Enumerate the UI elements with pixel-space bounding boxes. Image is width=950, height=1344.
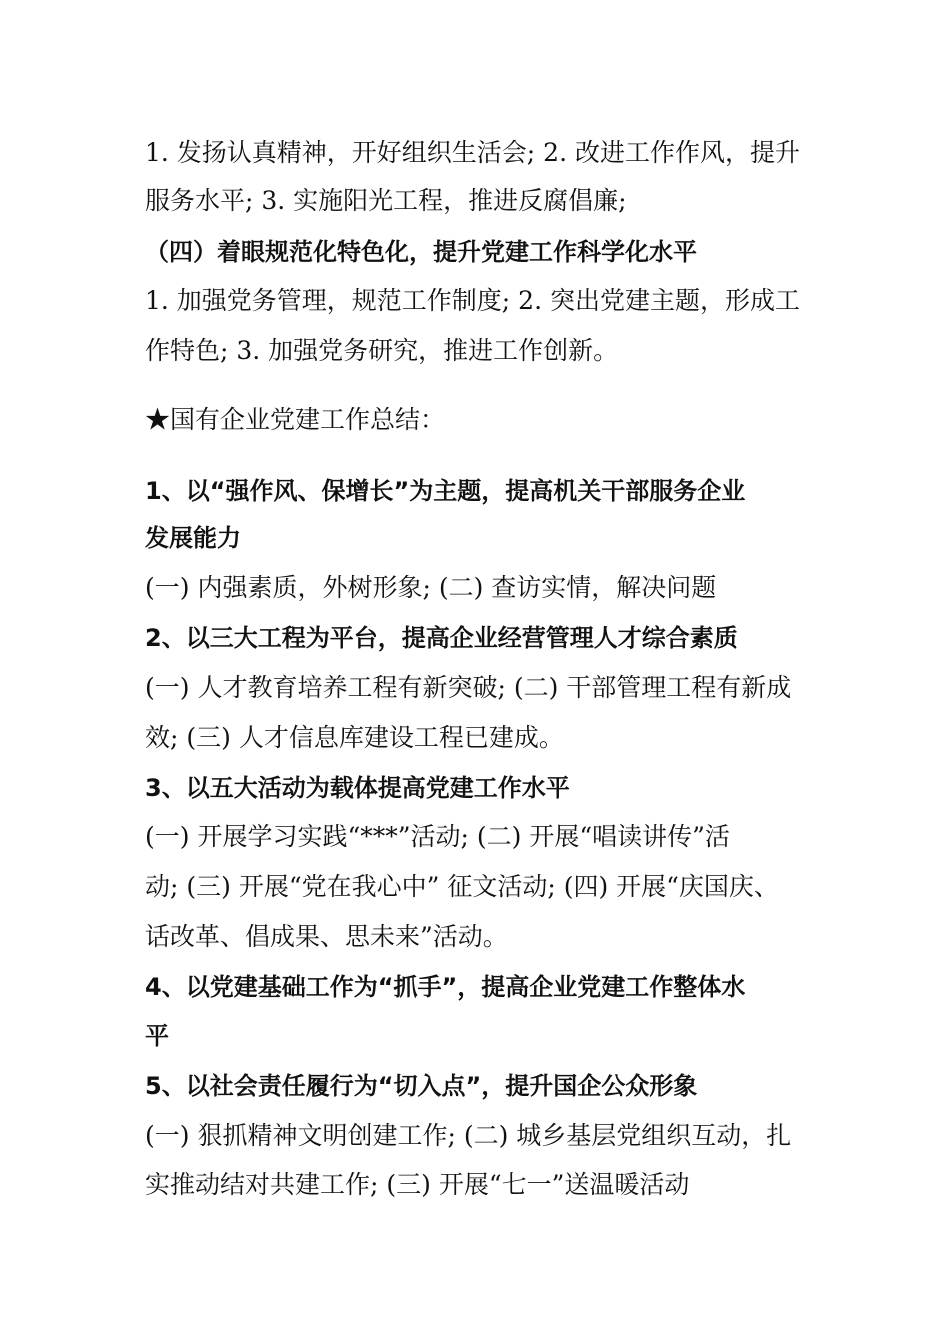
item-heading-5: 5、以社会责任履行为“切入点”，提升国企公众形象 <box>145 1072 698 1100</box>
section-heading: （四）着眼规范化特色化，提升党建工作科学化水平 <box>145 238 697 266</box>
text-line: 效; (三) 人才信息库建设工程已建成。 <box>145 723 564 752</box>
item-heading-1-cont: 发展能力 <box>145 524 241 552</box>
text-line: 服务水平; 3. 实施阳光工程，推进反腐倡廉; <box>145 186 627 215</box>
text-line: 1. 加强党务管理，规范工作制度; 2. 突出党建主题，形成工 <box>145 286 800 315</box>
text-line: (一) 人才教育培养工程有新突破; (二) 干部管理工程有新成 <box>145 673 792 702</box>
text-line: 1. 发扬认真精神，开好组织生活会; 2. 改进工作作风，提升 <box>145 138 800 167</box>
item-heading-2: 2、以三大工程为平台，提高企业经营管理人才综合素质 <box>145 624 738 652</box>
text-line: (一) 开展学习实践“***”活动; (二) 开展“唱读讲传”活 <box>145 822 730 851</box>
item-heading-4: 4、以党建基础工作为“抓手”，提高企业党建工作整体水 <box>145 973 746 1001</box>
text-line: 实推动结对共建工作; (三) 开展“七一”送温暖活动 <box>145 1170 690 1199</box>
text-line: 作特色; 3. 加强党务研究，推进工作创新。 <box>145 336 619 365</box>
text-line: (一) 狠抓精神文明创建工作; (二) 城乡基层党组织互动，扎 <box>145 1121 792 1150</box>
summary-title: ★国有企业党建工作总结： <box>145 405 446 434</box>
item-heading-1: 1、以“强作风、保增长”为主题，提高机关干部服务企业 <box>145 477 746 505</box>
text-line: (一) 内强素质，外树形象; (二) 查访实情，解决问题 <box>145 573 717 602</box>
item-heading-4-cont: 平 <box>145 1022 169 1050</box>
text-line: 动; (三) 开展“党在我心中” 征文活动; (四) 开展“庆国庆、 <box>145 872 779 901</box>
text-line: 话改革、倡成果、思未来”活动。 <box>145 922 508 951</box>
item-heading-3: 3、以五大活动为载体提高党建工作水平 <box>145 774 570 802</box>
